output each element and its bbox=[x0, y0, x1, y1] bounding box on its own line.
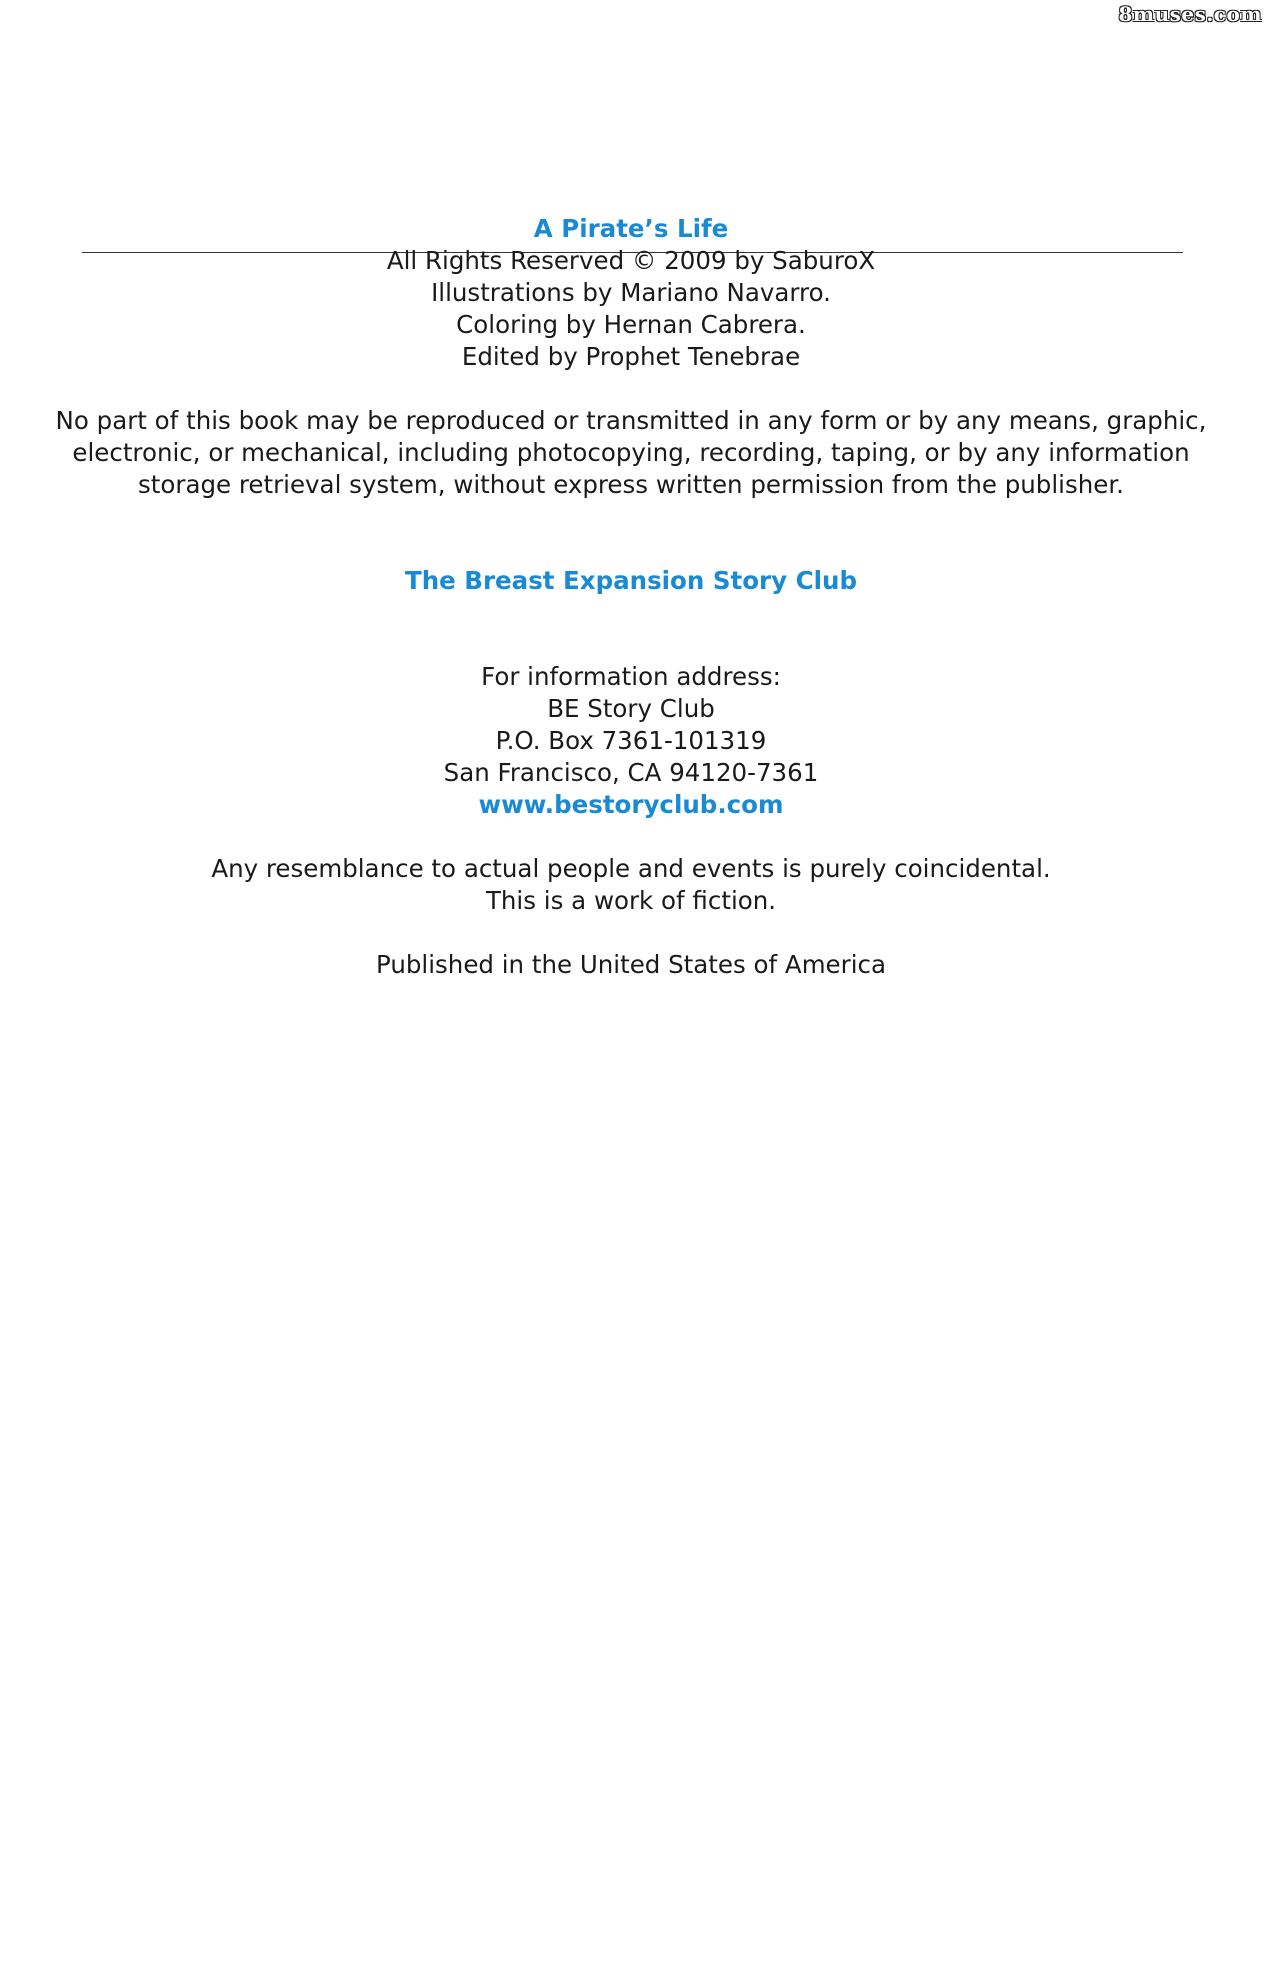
disclaimer-line: This is a work of fiction. bbox=[485, 886, 777, 915]
editor-credit: Edited by Prophet Tenebrae bbox=[461, 342, 801, 371]
address-city: San Francisco, CA 94120-7361 bbox=[443, 758, 819, 787]
copyright-line: All Rights Reserved © 2009 by SaburoX bbox=[386, 246, 876, 275]
illustrations-credit: Illustrations by Mariano Navarro. bbox=[431, 278, 831, 307]
watermark: 8muses.com bbox=[1118, 2, 1262, 26]
address-po-box: P.O. Box 7361-101319 bbox=[495, 726, 767, 755]
book-title: A Pirate’s Life bbox=[533, 214, 729, 243]
rights-notice-line: electronic, or mechanical, including photocopying, recording, taping, or by any information bbox=[72, 438, 1190, 467]
published-line: Published in the United States of America bbox=[375, 950, 886, 979]
publisher-name: The Breast Expansion Story Club bbox=[405, 566, 857, 595]
address-name: BE Story Club bbox=[547, 694, 715, 723]
rights-notice-line: No part of this book may be reproduced or transmitted in any form or by any means, graphic, bbox=[55, 406, 1207, 435]
disclaimer-line: Any resemblance to actual people and events is purely coincidental. bbox=[211, 854, 1051, 883]
address-intro: For information address: bbox=[481, 662, 781, 691]
rights-notice-line: storage retrieval system, without express written permission from the publisher. bbox=[138, 470, 1124, 499]
coloring-credit: Coloring by Hernan Cabrera. bbox=[456, 310, 806, 339]
website-link[interactable]: www.bestoryclub.com bbox=[478, 790, 784, 819]
